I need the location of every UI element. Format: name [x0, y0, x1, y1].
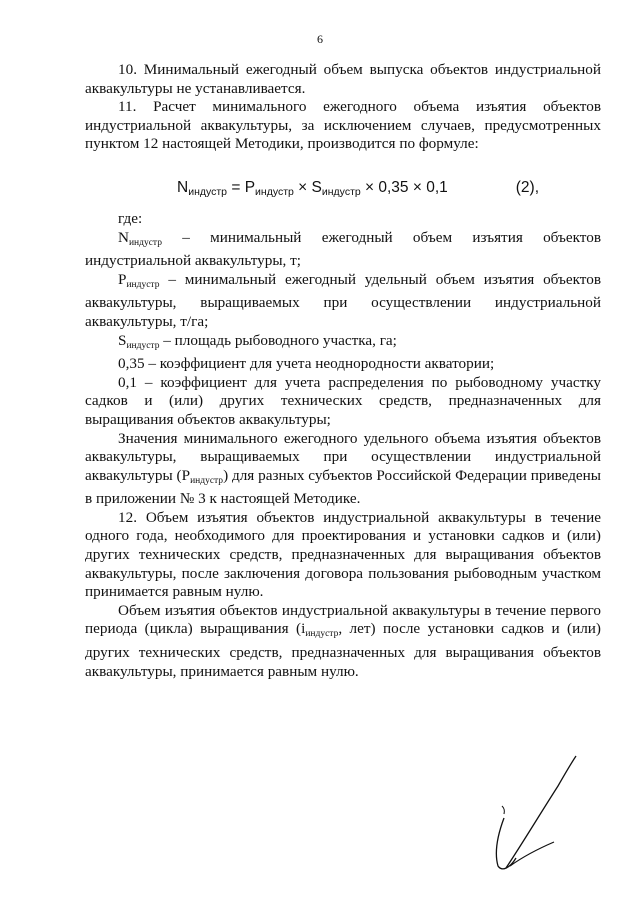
paragraph-11: 11. Расчет минимального ежегодного объема изъятия объектов индустриальной аквакультуры, за исключением случаев, предусмотренных пунктом 12 настоящей Методики, производится по формуле: — [85, 98, 601, 153]
paragraph-12: 12. Объем изъятия объектов индустриальной аквакультуры в течение одного года, необходимого для проектирования и установки садков и (или) других технических средств, предназначенных для выращивания объектов аквакультуры, после заключения договора пользования рыбоводным участком принимается равным нулю. — [85, 508, 601, 601]
formula-n-subscript: индустр — [188, 185, 228, 198]
definition-s: Sиндустр – площадь рыбоводного участка, га; — [118, 331, 397, 351]
definition-01: 0,1 – коэффициент для учета распределения по рыбоводному участку садков и (или) других технических средств, предназначенных для выращивания объектов аквакультуры; — [85, 373, 601, 428]
formula-expression — [177, 179, 448, 202]
formula-coefficients: × 0,35 × 0,1 — [360, 178, 448, 196]
formula-times: × — [293, 178, 312, 196]
document-body — [85, 61, 601, 681]
formula-s-subscript: индустр — [321, 185, 361, 198]
formula-2 — [85, 177, 601, 203]
paragraph-first-period: Объем изъятия объектов индустриальной аквакультуры в течение первого периода (цикла) выращивания (iиндустр, лет) после установки садков и (или) других технических средств, предназначенных для выращивания объектов аквакультуры, принимается равным нулю. — [85, 601, 601, 680]
where-label: где: — [118, 209, 143, 227]
formula-p: P — [244, 178, 256, 196]
page-number: 6 — [317, 32, 323, 46]
formula-n: N — [177, 178, 189, 196]
definition-035: 0,35 – коэффициент для учета неоднородности акватории; — [118, 355, 495, 373]
definition-n: Nиндустр – минимальный ежегодный объем изъятия объектов индустриальной аквакультуры, т; — [85, 228, 601, 270]
formula-equals: = — [227, 178, 245, 196]
signature — [482, 748, 592, 878]
definition-p: Pиндустр – минимальный ежегодный удельный объем изъятия объектов аквакультуры, выращиваемых при осуществлении индустриальной аквакультуры, т/га; — [85, 270, 601, 330]
formula-number: (2), — [515, 178, 539, 196]
paragraph-10: 10. Минимальный ежегодный объем выпуска объектов индустриальной аквакультуры не устанавливается. — [85, 61, 601, 97]
paragraph-values: Значения минимального ежегодного удельного объема изъятия объектов аквакультуры, выращиваемых при осуществлении индустриальной аквакультуры (Pиндустр) для разных субъектов Российской Федерации приведены в приложении № 3 к настоящей Методике. — [85, 429, 601, 508]
formula-p-subscript: индустр — [255, 185, 294, 198]
formula-s: S — [311, 178, 322, 196]
